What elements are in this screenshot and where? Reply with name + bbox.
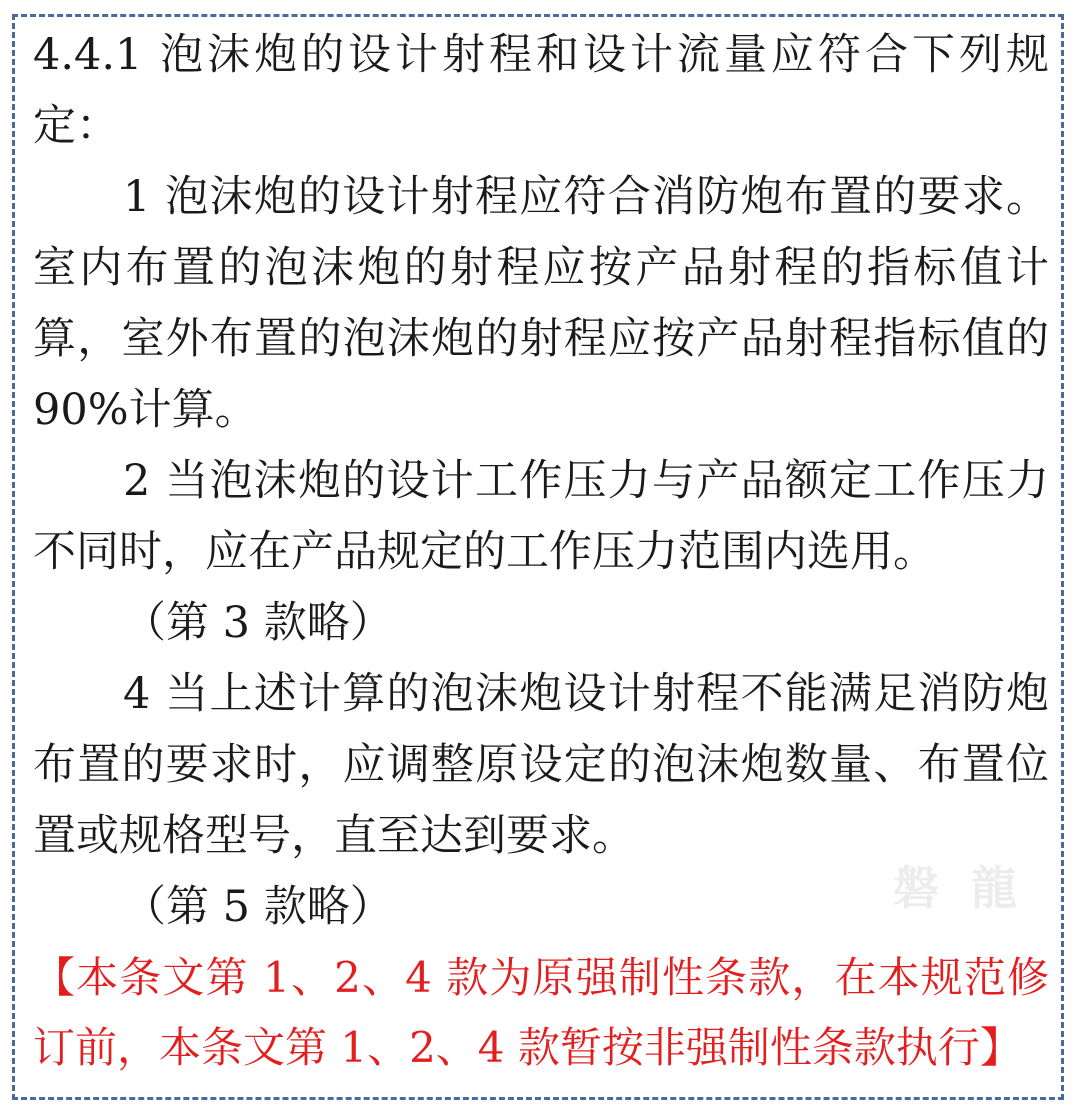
clause-item-4: 4 当上述计算的泡沫炮设计射程不能满足消防炮布置的要求时，应调整原设定的泡沫炮数量、布置位置或规格型号，直至达到要求。 [33,669,1049,861]
clause-item-2: 2 当泡沫炮的设计工作压力与产品额定工作压力不同时，应在产品规定的工作压力范围内选用。 [33,456,1049,577]
clause-item-3-omitted: （第 3 款略） [123,598,393,648]
clause-item-5-omitted: （第 5 款略） [123,882,393,932]
clause-item-1: 1 泡沫炮的设计射程应符合消防炮布置的要求。室内布置的泡沫炮的射程应按产品射程的指标值计算，室外布置的泡沫炮的射程应按产品射程指标值的90%计算。 [33,172,1049,435]
clause-intro: 4.4.1 泡沫炮的设计射程和设计流量应符合下列规定： [33,30,1049,151]
clause-document [33,20,1049,1083]
mandatory-status-note: 【本条文第 1、2、4 款为原强制性条款，在本规范修订前，本条文第 1、2、4 款暂按非强制性条款执行】 [33,953,1049,1072]
watermark-logo: 磐 龍 [893,861,1026,915]
